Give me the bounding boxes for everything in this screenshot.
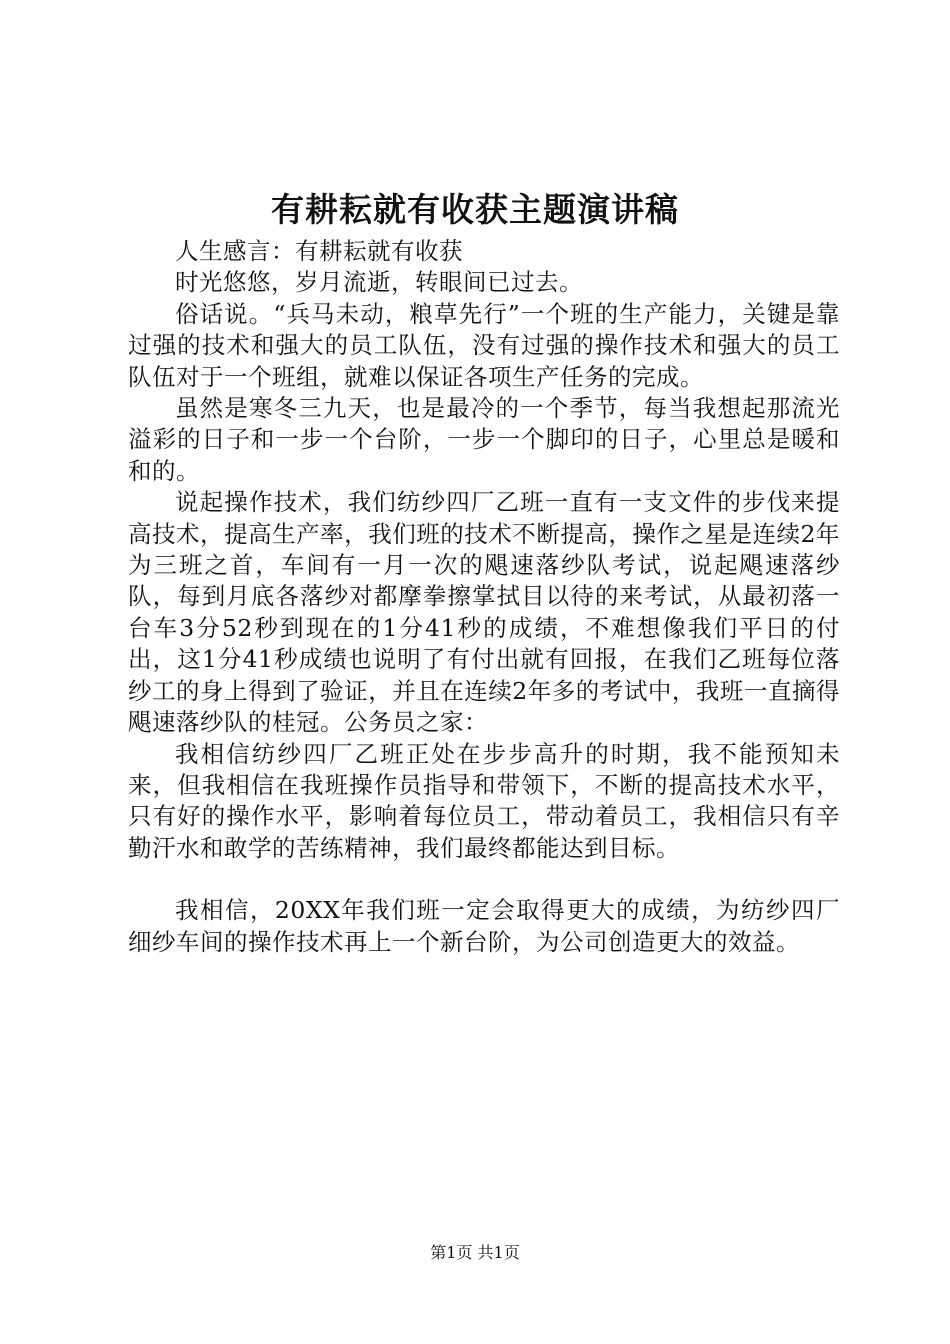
paragraph-motto: 人生感言：有耕耘就有收获 <box>175 237 463 265</box>
paragraph-technique: 说起操作技术，我们纺纱四厂乙班一直有一支文件的步伐来提高技术，提高生产率，我们班的技术不断提高，操作之星是连续2年为三班之首，车间有一月一次的飓速落纱队考试，说起飓速落纱队，每到月底各落纱对都摩拳擦掌拭目以待的来考试，从最初落一台车3分52秒到现在的1分41秒的成绩，不难想像我们平日的付出，这1分41秒成绩也说明了有付出就有回报，在我们乙班每位落纱工的身上得到了验证，并且在连续2年多的考试中，我班一直摘得飓速落纱队的桂冠。公务员之家： <box>128 488 840 737</box>
document-body <box>128 236 840 958</box>
page-number: 第1页 共1页 <box>430 1243 520 1262</box>
document-title: 有耕耘就有收获主题演讲稿 <box>271 190 679 229</box>
paragraph-proverb: 俗话说。“兵马未动，粮草先行”一个班的生产能力，关键是靠过强的技术和强大的员工队伍，没有过强的操作技术和强大的员工队伍对于一个班组，就难以保证各项生产任务的完成。 <box>128 299 840 391</box>
paragraph-belief: 我相信纺纱四厂乙班正处在步步高升的时期，我不能预知未来，但我相信在我班操作员指导和带领下，不断的提高技术水平，只有好的操作水平，影响着每位员工，带动着员工，我相信只有辛勤汗水和敢学的苦练精神，我们最终都能达到目标。 <box>128 739 840 862</box>
paragraph-conclusion: 我相信，20XX年我们班一定会取得更大的成绩，为纺纱四厂细纱车间的操作技术再上一个新台阶，为公司创造更大的效益。 <box>128 896 840 956</box>
paragraph-winter: 虽然是寒冬三九天，也是最冷的一个季节，每当我想起那流光溢彩的日子和一步一个台阶，一步一个脚印的日子，心里总是暖和和的。 <box>128 394 840 485</box>
paragraph-time: 时光悠悠，岁月流逝，转眼间已过去。 <box>175 268 583 297</box>
